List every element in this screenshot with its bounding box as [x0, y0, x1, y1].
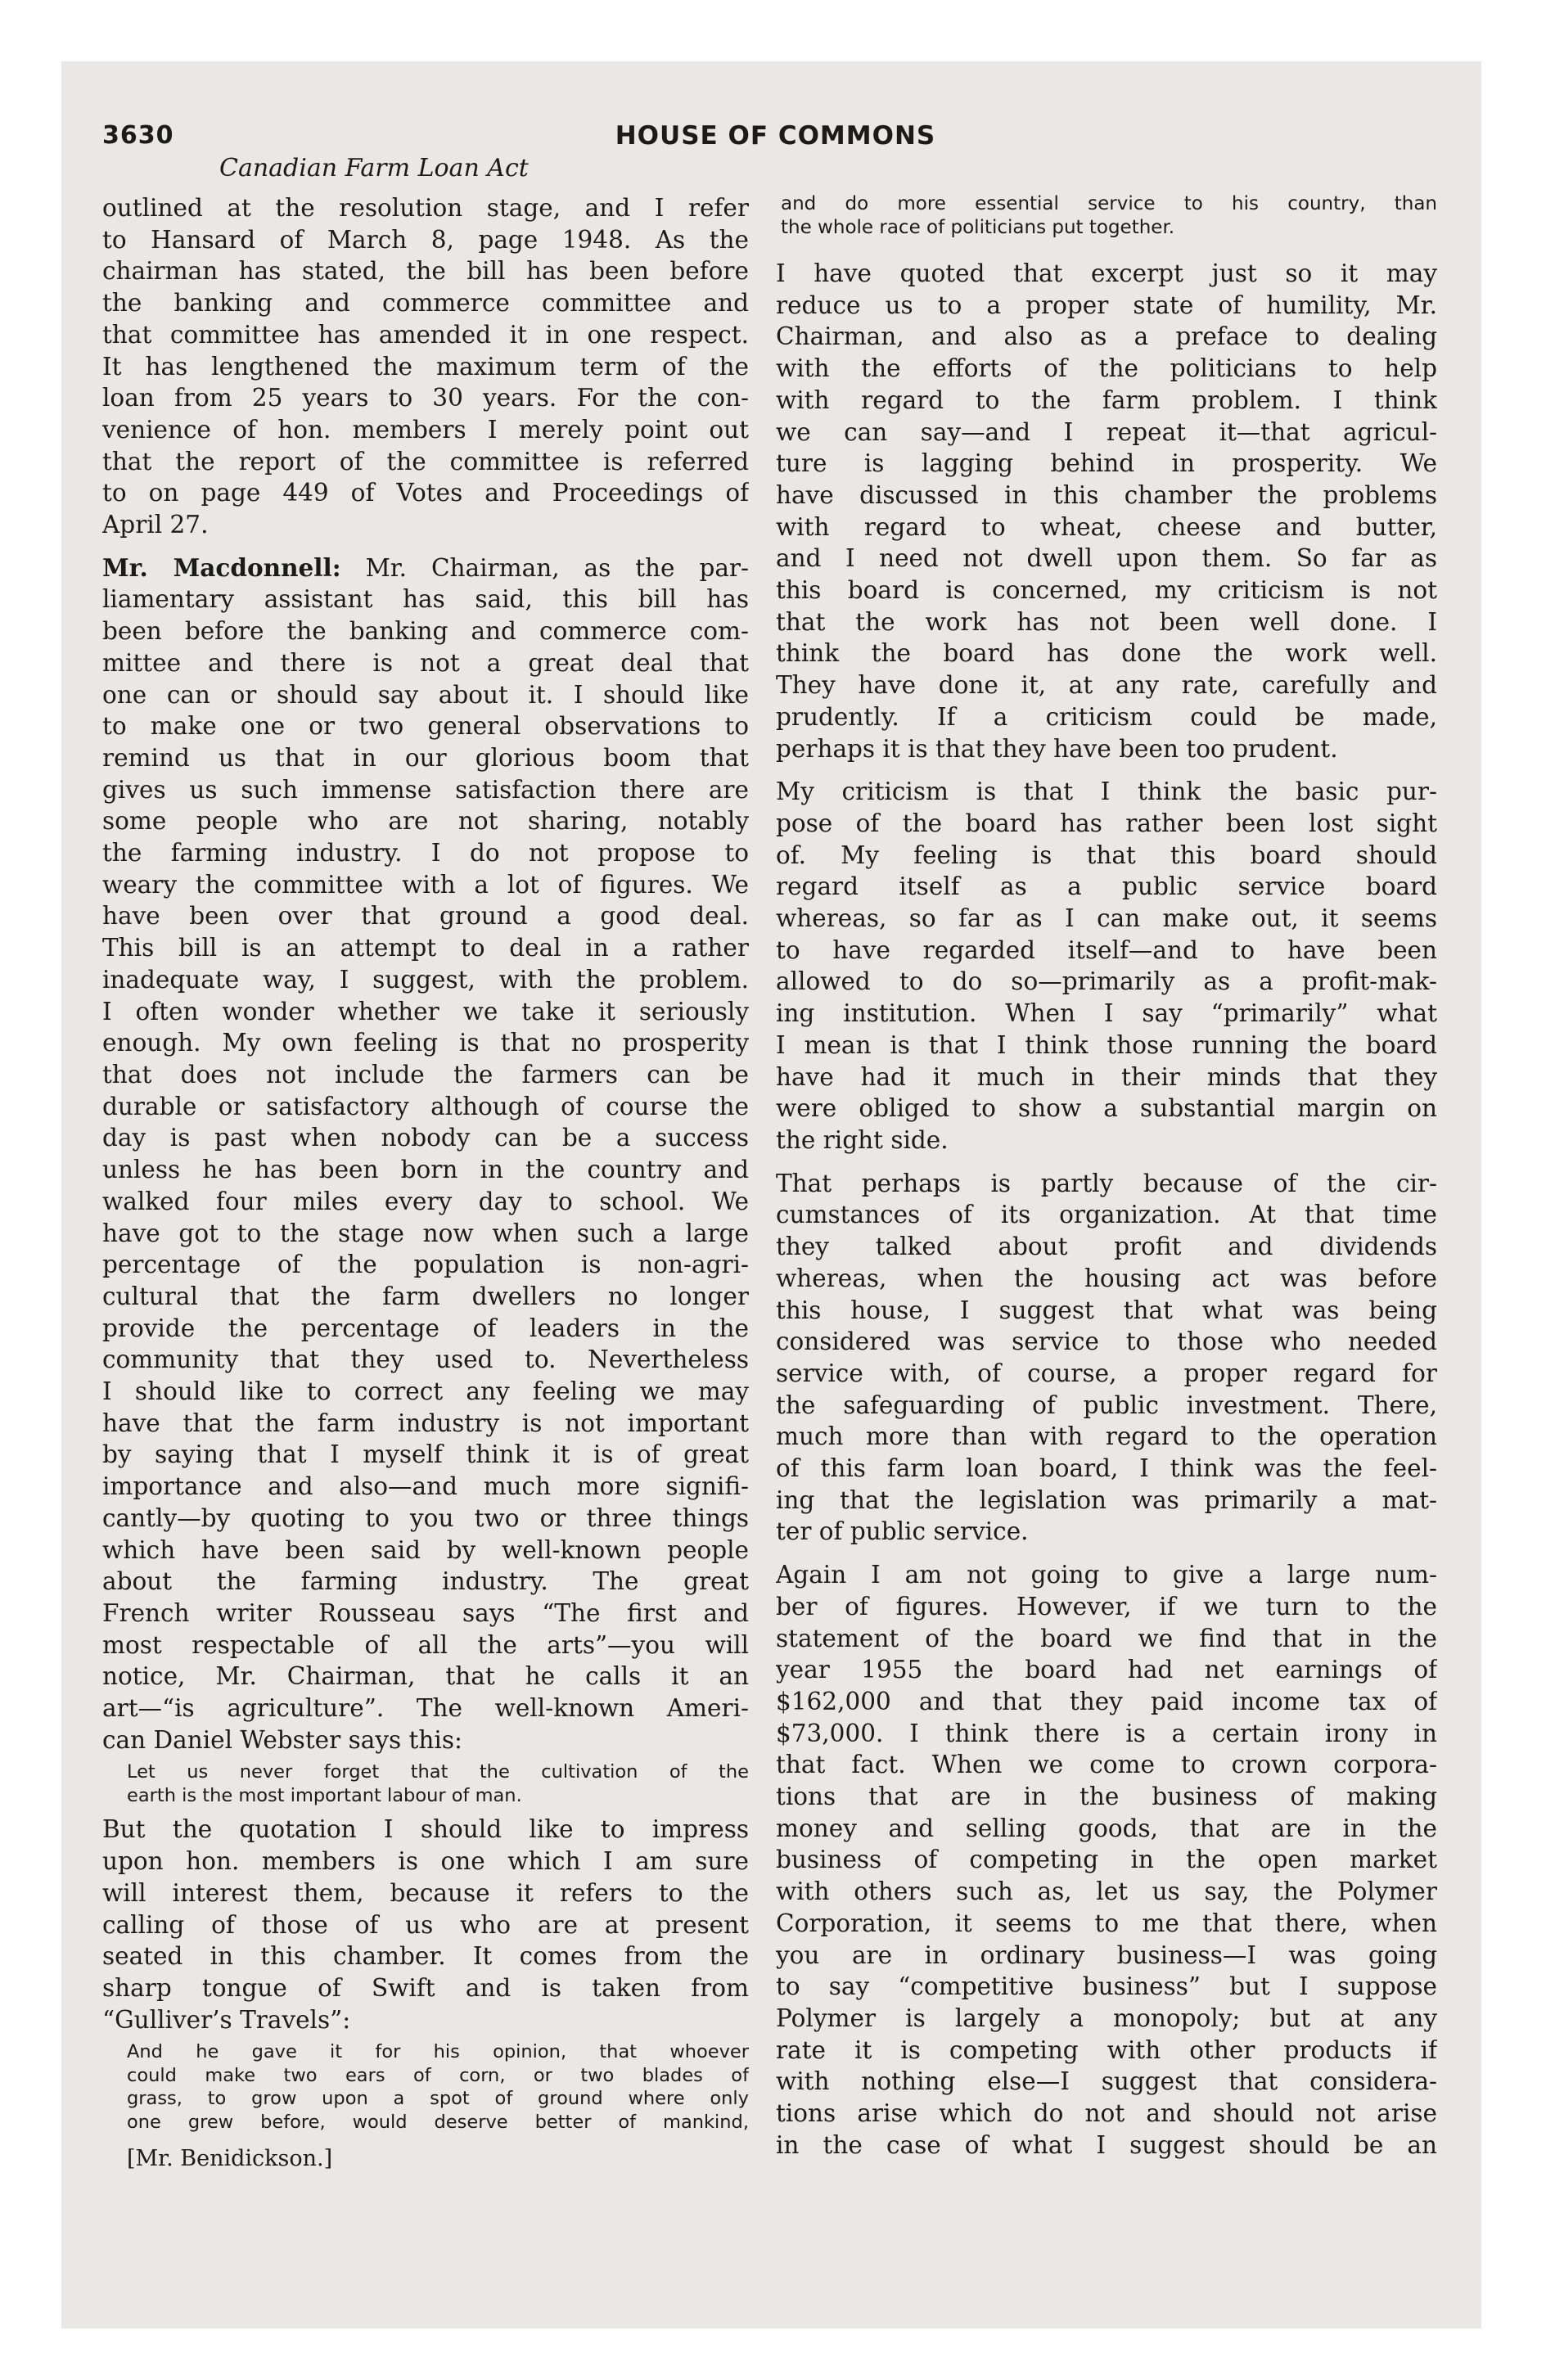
text-line: importance and also—and much more signifi-	[102, 1472, 749, 1501]
text-line: earth is the most important labour of man.	[127, 1784, 522, 1806]
text-line: provide the percentage of leaders in the	[102, 1314, 749, 1342]
text-line: with others such as, let us say, the Polymer	[776, 1877, 1437, 1906]
text-line: have been over that ground a good deal.	[102, 902, 749, 931]
text-line: I mean is that I think those running the board	[776, 1030, 1437, 1059]
text-line: that committee has amended it in one respect.	[102, 320, 749, 349]
left-column	[102, 192, 749, 2175]
text-line: That perhaps is partly because of the cir-	[776, 1169, 1437, 1197]
text-line: pose of the board has rather been lost sight	[776, 809, 1437, 837]
text-line: this board is concerned, my criticism is not	[776, 576, 1437, 605]
text-line: this house, I suggest that what was being	[776, 1296, 1437, 1324]
text-line: tions arise which do not and should not arise	[776, 2099, 1437, 2128]
speaker-line	[102, 552, 749, 584]
text-line: gives us such immense satisfaction there are	[102, 775, 749, 804]
paragraph	[776, 1168, 1437, 1548]
text-line: Chairman, and also as a preface to dealing	[776, 322, 1437, 351]
text-line: “Gulliver’s Travels”:	[102, 2005, 351, 2034]
text-line: upon hon. members is one which I am sure	[102, 1847, 749, 1876]
text-line: considered was service to those who needed	[776, 1327, 1437, 1356]
text-line: that fact. When we come to crown corpora-	[776, 1751, 1437, 1779]
text-line: have got to the stage now when such a large	[102, 1219, 749, 1247]
text-line: with regard to wheat, cheese and butter,	[776, 512, 1437, 541]
text-line: I often wonder whether we take it seriously	[102, 997, 749, 1025]
text-line: whereas, when the housing act was before	[776, 1264, 1437, 1292]
text-line: to have regarded itself—and to have been	[776, 935, 1437, 964]
text-line: that does not include the farmers can be	[102, 1060, 749, 1089]
text-line: to on page 449 of Votes and Proceedings of	[102, 479, 749, 507]
text-line: It has lengthened the maximum term of the	[102, 352, 749, 381]
text-line: April 27.	[102, 511, 209, 539]
text-line: most respectable of all the arts”—you will	[102, 1630, 749, 1659]
text-line: and I need not dwell upon them. So far as	[776, 544, 1437, 573]
text-line: Polymer is largely a monopoly; but at any	[776, 2004, 1437, 2032]
text-line: durable or satisfactory although of course the	[102, 1092, 749, 1120]
text-line: seated in this chamber. It comes from the	[102, 1942, 749, 1971]
text-line: unless he has been born in the country and	[102, 1156, 749, 1184]
text-line: the whole race of politicians put together.	[781, 217, 1175, 238]
text-line: whereas, so far as I can make out, it seems	[776, 904, 1437, 933]
text-line: notice, Mr. Chairman, that he calls it an	[102, 1662, 749, 1691]
text-line: business of competing in the open market	[776, 1846, 1437, 1874]
text-line: day is past when nobody can be a success	[102, 1124, 749, 1152]
text-line: Corporation, it seems to me that there, when	[776, 1909, 1437, 1937]
text-line: to Hansard of March 8, page 1948. As the	[102, 225, 749, 254]
text-line: inadequate way, I suggest, with the problem.	[102, 965, 749, 994]
text-line: you are in ordinary business—I was going	[776, 1941, 1437, 1969]
text-line: allowed to do so—primarily as a profit-mak-	[776, 967, 1437, 996]
text-line: we can say—and I repeat it—that agricul-	[776, 417, 1437, 446]
paragraph	[102, 1814, 749, 2035]
paragraph	[102, 192, 749, 541]
text-line: rate it is competing with other products if	[776, 2035, 1437, 2064]
text-line: enough. My own feeling is that no prosperity	[102, 1029, 749, 1057]
paragraph	[776, 1559, 1437, 2161]
text-line: Again I am not going to give a large num-	[776, 1561, 1437, 1589]
text-line: one can or should say about it. I should like	[102, 680, 749, 709]
text-line: one grew before, would deserve better of mankind,	[127, 2111, 749, 2133]
text-line: prudently. If a criticism could be made,	[776, 702, 1437, 731]
text-line: French writer Rousseau says “The first and	[102, 1598, 749, 1627]
text-line: outlined at the resolution stage, and I refer	[102, 194, 749, 222]
text-line: in the case of what I suggest should be an	[776, 2130, 1437, 2159]
text-line: I should like to correct any feeling we may	[102, 1377, 749, 1406]
text-line: liamentary assistant has said, this bill has	[102, 585, 749, 614]
text-line: could make two ears of corn, or two blades of	[127, 2064, 749, 2086]
text-line: ing that the legislation was primarily a mat-	[776, 1485, 1437, 1514]
text-line: ing institution. When I say “primarily” what	[776, 999, 1437, 1028]
text-line: statement of the board we find that in the	[776, 1624, 1437, 1652]
text-line: about the farming industry. The great	[102, 1567, 749, 1596]
text-line: have that the farm industry is not important	[102, 1409, 749, 1437]
text-line: will interest them, because it refers to the	[102, 1878, 749, 1907]
text-line: and do more essential service to his country, than	[781, 193, 1437, 214]
text-line: community that they used to. Nevertheless	[102, 1346, 749, 1374]
text-line: sharp tongue of Swift and is taken from	[102, 1973, 749, 2002]
text-line: to say “competitive business” but I suppose	[776, 1972, 1437, 2001]
text-line: think the board has done the work well.	[776, 639, 1437, 668]
text-line: of. My feeling is that this board should	[776, 841, 1437, 869]
text-line: have discussed in this chamber the problems	[776, 480, 1437, 509]
text-line: But the quotation I should like to impress	[102, 1815, 749, 1844]
speaker-line-text: Mr. Chairman, as the par-	[365, 553, 749, 582]
speaker-name: Mr. Macdonnell:	[102, 552, 341, 582]
text-line: which have been said by well-known people	[102, 1535, 749, 1564]
text-line: with the efforts of the politicians to help	[776, 354, 1437, 383]
block-quote	[102, 2040, 749, 2134]
footer-reference: [Mr. Benidickson.]	[127, 2146, 333, 2172]
paragraph	[776, 776, 1437, 1156]
text-line: And he gave it for his opinion, that whoever	[127, 2041, 749, 2063]
text-line: I have quoted that excerpt just so it may	[776, 259, 1437, 287]
text-line: perhaps it is that they have been too prudent.	[776, 734, 1338, 763]
text-line: ture is lagging behind in prosperity. We	[776, 449, 1437, 478]
text-line: they talked about profit and dividends	[776, 1233, 1437, 1261]
text-line: calling of those of us who are at present	[102, 1910, 749, 1939]
text-line: of this farm loan board, I think was the feel-	[776, 1454, 1437, 1483]
paragraph	[776, 258, 1437, 764]
text-line: remind us that in our glorious boom that	[102, 743, 749, 772]
text-line: been before the banking and commerce com-	[102, 617, 749, 646]
block-quote-continued	[776, 192, 1437, 240]
text-line: ber of figures. However, if we turn to the	[776, 1592, 1437, 1620]
text-line: They have done it, at any rate, carefully and	[776, 671, 1437, 700]
text-line: with nothing else—I suggest that considera-	[776, 2067, 1437, 2096]
text-line: have had it much in their minds that they	[776, 1062, 1437, 1091]
text-line: My criticism is that I think the basic pur-	[776, 778, 1437, 806]
page-number: 3630	[102, 121, 174, 150]
text-line: $162,000 and that they paid income tax of	[776, 1687, 1437, 1715]
text-line: percentage of the population is non-agri-	[102, 1251, 749, 1279]
text-line: the farming industry. I do not propose to	[102, 839, 749, 868]
text-line: $73,000. I think there is a certain irony in	[776, 1719, 1437, 1747]
text-line: weary the committee with a lot of figures. We	[102, 870, 749, 899]
text-line: that the work has not been well done. I	[776, 607, 1437, 636]
text-line: venience of hon. members I merely point out	[102, 415, 749, 444]
text-line: reduce us to a proper state of humility, Mr.	[776, 291, 1437, 319]
text-line: the banking and commerce committee and	[102, 289, 749, 318]
text-line: by saying that I myself think it is of great	[102, 1440, 749, 1469]
text-line: with regard to the farm problem. I think	[776, 385, 1437, 414]
block-quote	[102, 1760, 749, 1807]
text-line: This bill is an attempt to deal in a rather	[102, 934, 749, 962]
text-line: mittee and there is not a great deal that	[102, 648, 749, 677]
text-line: that the report of the committee is referred	[102, 447, 749, 476]
text-line: art—“is agriculture”. The well-known Ameri-	[102, 1694, 749, 1723]
text-line: the right side.	[776, 1125, 949, 1154]
text-line: tions that are in the business of making	[776, 1783, 1437, 1811]
text-line: service with, of course, a proper regard for	[776, 1359, 1437, 1387]
text-line: chairman has stated, the bill has been before	[102, 257, 749, 286]
text-line: can Daniel Webster says this:	[102, 1725, 462, 1754]
text-line: much more than with regard to the operation	[776, 1422, 1437, 1451]
text-line: walked four miles every day to school. We	[102, 1187, 749, 1215]
section-subheading: Canadian Farm Loan Act	[219, 154, 529, 183]
text-line: cumstances of its organization. At that time	[776, 1201, 1437, 1229]
text-line: to make one or two general observations to	[102, 712, 749, 741]
text-line: money and selling goods, that are in the	[776, 1814, 1437, 1842]
text-line: cantly—by quoting to you two or three things	[102, 1503, 749, 1532]
right-column	[776, 192, 1437, 2161]
text-line: cultural that the farm dwellers no longer	[102, 1282, 749, 1310]
text-line: grass, to grow upon a spot of ground where only	[127, 2088, 749, 2110]
text-line: regard itself as a public service board	[776, 872, 1437, 901]
paragraph	[102, 584, 749, 1756]
text-line: some people who are not sharing, notably	[102, 807, 749, 836]
text-line: Let us never forget that the cultivation of the	[127, 1761, 749, 1783]
text-line: were obliged to show a substantial margin on	[776, 1094, 1437, 1123]
text-line: year 1955 the board had net earnings of	[776, 1656, 1437, 1684]
header-title: HOUSE OF COMMONS	[615, 121, 936, 151]
text-line: loan from 25 years to 30 years. For the con-	[102, 384, 749, 412]
text-line: ter of public service.	[776, 1517, 1029, 1546]
text-line: the safeguarding of public investment. There,	[776, 1391, 1437, 1419]
